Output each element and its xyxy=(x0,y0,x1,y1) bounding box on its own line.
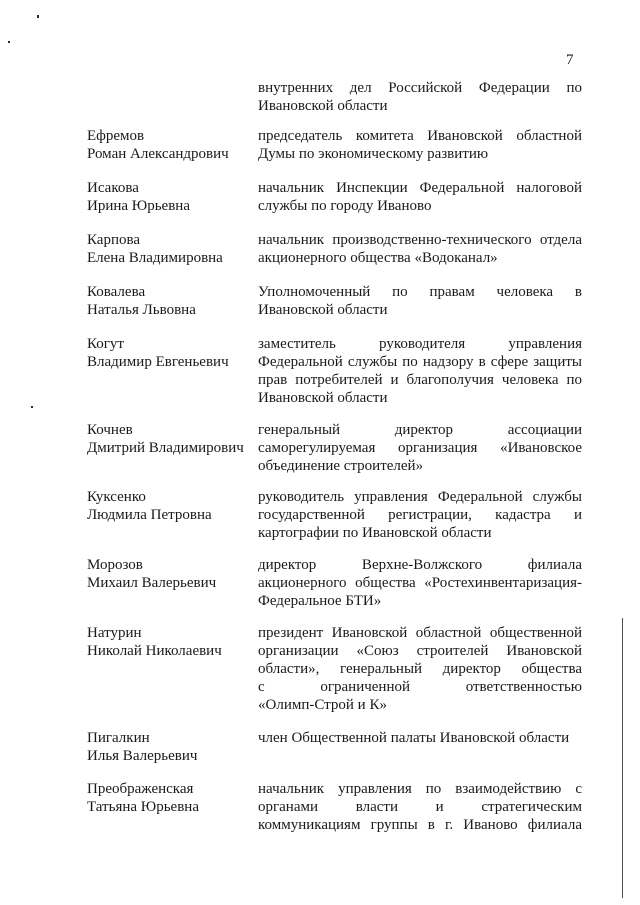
member-position xyxy=(258,780,582,834)
member-position xyxy=(258,488,582,542)
position-line: председатель комитета Ивановской областной xyxy=(258,128,582,144)
position-line: «Олимп-Строй и К» xyxy=(258,697,387,713)
member-position xyxy=(258,283,582,319)
member-position xyxy=(258,335,582,407)
continuation-text xyxy=(258,79,582,115)
position-line: Федеральной службы по надзору в сфере защиты xyxy=(258,354,582,370)
given-names: Роман Александрович xyxy=(87,146,229,162)
position-line: государственной регистрации, кадастра и xyxy=(258,507,582,523)
given-names: Елена Владимировна xyxy=(87,250,223,266)
position-line: организации «Союз строителей Ивановской xyxy=(258,643,582,659)
surname: Ковалева xyxy=(87,284,146,300)
position-line: директор Верхне-Волжского филиала xyxy=(258,557,582,573)
member-position xyxy=(258,179,582,215)
scan-speck xyxy=(8,41,10,43)
position-line: Уполномоченный по правам человека в xyxy=(258,284,582,300)
surname: Натурин xyxy=(87,625,142,641)
scan-speck xyxy=(31,406,33,408)
member-position xyxy=(258,624,582,714)
member-name xyxy=(87,283,247,319)
position-line: внутренних дел Российской Федерации по xyxy=(258,80,582,96)
given-names: Николай Николаевич xyxy=(87,643,222,659)
member-position xyxy=(258,231,582,267)
position-line: начальник управления по взаимодействию с xyxy=(258,781,582,797)
given-names: Ирина Юрьевна xyxy=(87,198,190,214)
member-position xyxy=(258,127,582,163)
surname: Когут xyxy=(87,336,124,352)
page-number: 7 xyxy=(566,52,574,68)
surname: Исакова xyxy=(87,180,139,196)
member-name xyxy=(87,421,247,457)
member-position xyxy=(258,729,582,747)
surname: Куксенко xyxy=(87,489,146,505)
surname: Ефремов xyxy=(87,128,145,144)
position-line: начальник Инспекции Федеральной налоговой xyxy=(258,180,582,196)
position-line: Ивановской области xyxy=(258,98,388,114)
member-name xyxy=(87,729,247,765)
member-name xyxy=(87,335,247,371)
member-position xyxy=(258,556,582,610)
position-line: заместитель руководителя управления xyxy=(258,336,582,352)
position-line: органами власти и стратегическим xyxy=(258,799,582,815)
position-line: коммуникациям группы в г. Иваново филиала xyxy=(258,817,582,833)
position-line: акционерного общества «Водоканал» xyxy=(258,250,498,266)
position-line: саморегулируемая организация «Ивановское xyxy=(258,440,582,456)
surname: Карпова xyxy=(87,232,141,248)
position-line: с ограниченной ответственностью xyxy=(258,679,582,695)
position-line: президент Ивановской областной общественной xyxy=(258,625,582,641)
position-line: области», генеральный директор общества xyxy=(258,661,582,677)
position-line: Федеральное БТИ» xyxy=(258,593,382,609)
position-line: руководитель управления Федеральной службы xyxy=(258,489,582,505)
given-names: Дмитрий Владимирович xyxy=(87,440,244,456)
given-names: Татьяна Юрьевна xyxy=(87,799,199,815)
given-names: Наталья Львовна xyxy=(87,302,196,318)
position-line: член Общественной палаты Ивановской области xyxy=(258,730,570,746)
surname: Морозов xyxy=(87,557,143,573)
position-line: Ивановской области xyxy=(258,302,388,318)
position-line: прав потребителей и благополучия человека по xyxy=(258,372,582,388)
surname: Преображенская xyxy=(87,781,194,797)
member-name xyxy=(87,624,247,660)
given-names: Михаил Валерьевич xyxy=(87,575,217,591)
member-name xyxy=(87,179,247,215)
member-name xyxy=(87,780,247,816)
given-names: Илья Валерьевич xyxy=(87,748,198,764)
surname: Кочнев xyxy=(87,422,133,438)
position-line: картографии по Ивановской области xyxy=(258,525,492,541)
given-names: Людмила Петровна xyxy=(87,507,212,523)
member-name xyxy=(87,556,247,592)
position-line: службы по городу Иваново xyxy=(258,198,432,214)
position-line: Ивановской области xyxy=(258,390,388,406)
scan-speck xyxy=(37,15,39,18)
position-line: генеральный директор ассоциации xyxy=(258,422,582,438)
member-name xyxy=(87,127,247,163)
position-line: начальник производственно-технического отдела xyxy=(258,232,582,248)
position-line: объединение строителей» xyxy=(258,458,424,474)
member-position xyxy=(258,421,582,475)
given-names: Владимир Евгеньевич xyxy=(87,354,229,370)
position-line: Думы по экономическому развитию xyxy=(258,146,489,162)
position-line: акционерного общества «Ростехинвентаризация- xyxy=(258,575,582,591)
scan-edge-line xyxy=(622,618,623,898)
surname: Пигалкин xyxy=(87,730,150,746)
member-name xyxy=(87,231,247,267)
member-name xyxy=(87,488,247,524)
